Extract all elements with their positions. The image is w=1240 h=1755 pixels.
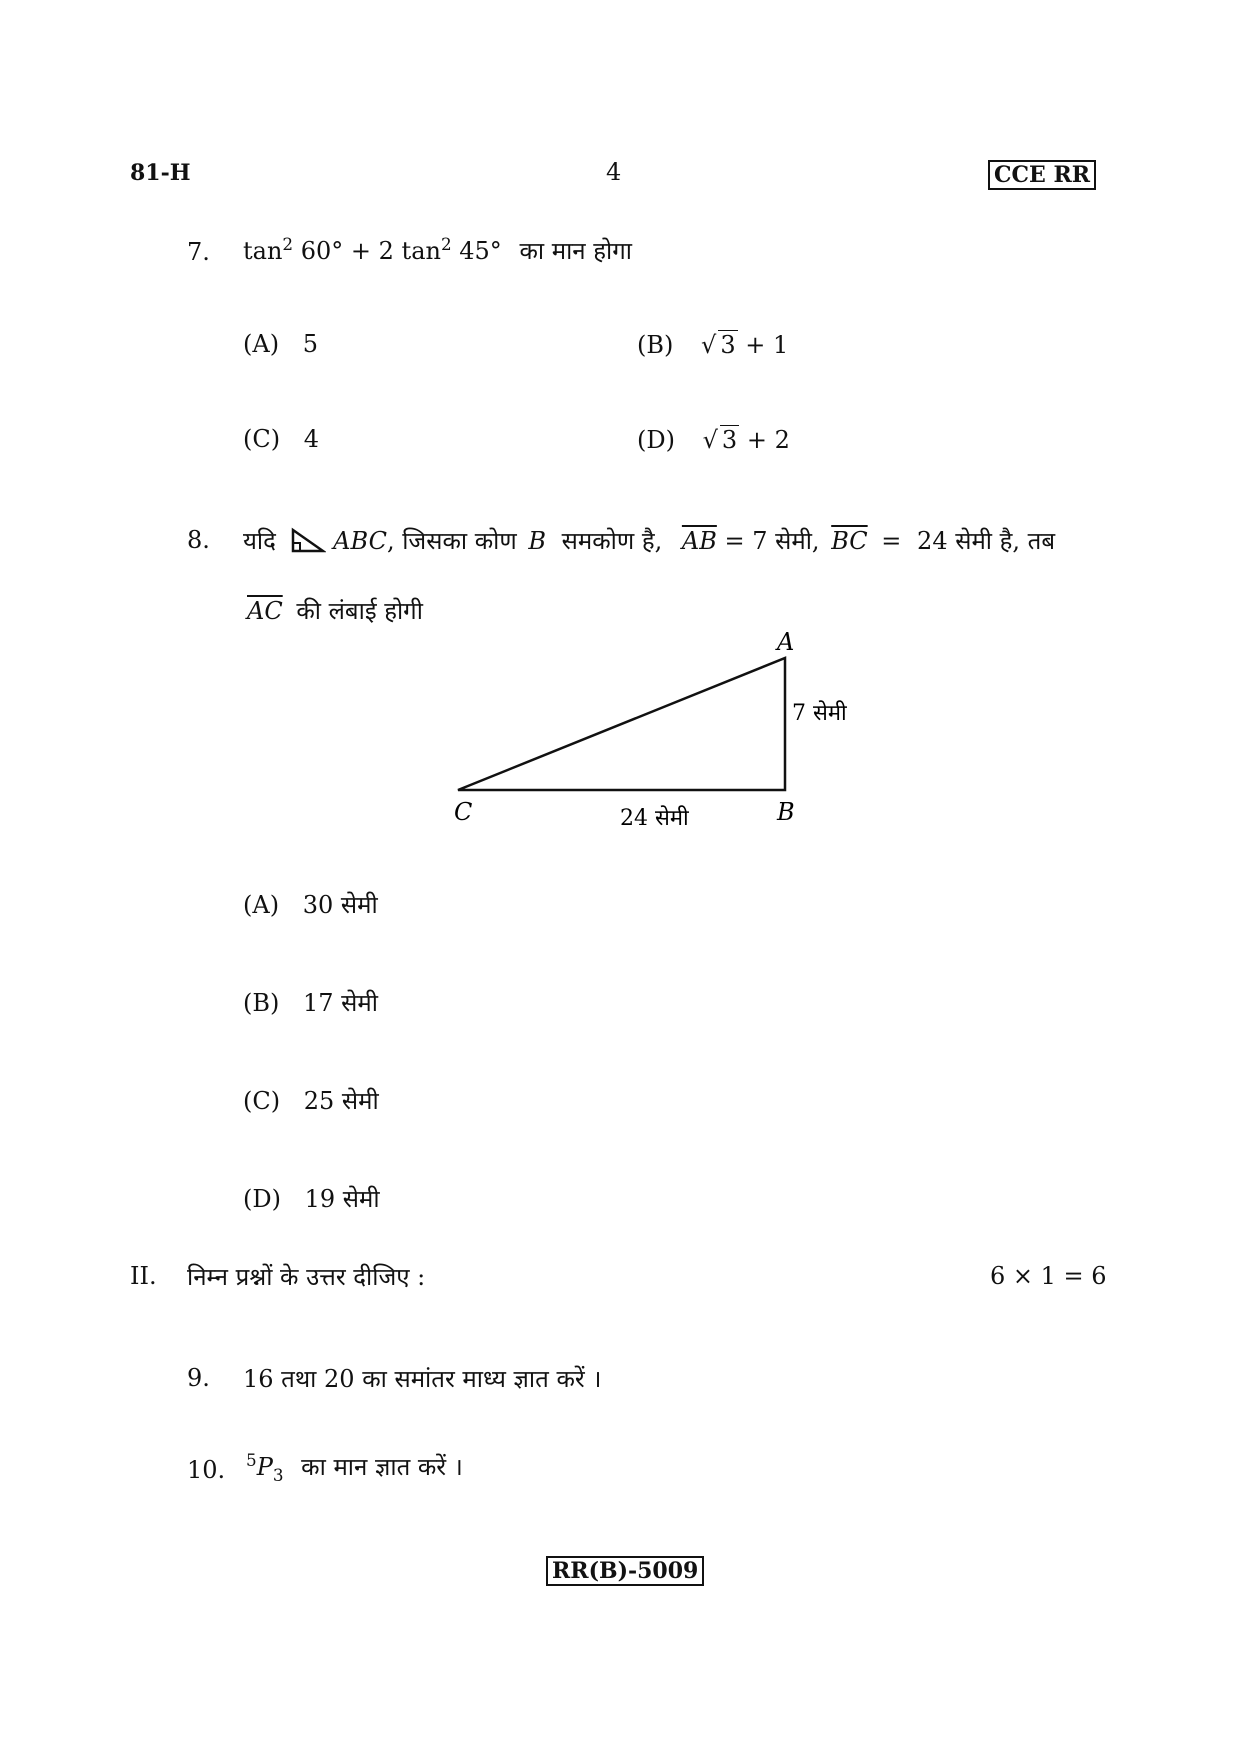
q8-segment-ac: $\overline{AC}$ xyxy=(247,597,283,625)
q8-eq-bc: = xyxy=(881,527,902,555)
q8-option-c xyxy=(243,1084,379,1117)
option-label: (D) xyxy=(637,426,675,454)
q10-stem xyxy=(246,1450,463,1485)
q8-triangle-name: ABC xyxy=(333,527,387,555)
vertex-c-label: C xyxy=(454,798,473,826)
option-value: 30 सेमी xyxy=(302,891,378,919)
q10-number: 10. xyxy=(187,1456,226,1484)
q9-number: 9. xyxy=(187,1364,210,1392)
q8-angle: B xyxy=(528,527,547,555)
q7-expr-tan: tan xyxy=(243,237,283,265)
q8-bc-value: 24 सेमी है, तब xyxy=(917,527,1056,555)
q7-number: 7. xyxy=(187,238,210,266)
q10-sub: 3 xyxy=(272,1464,284,1485)
series-code: CCE RR xyxy=(988,160,1096,190)
q7-option-d: (D) √ 3 + 2 xyxy=(637,426,790,454)
q10-text: का मान ज्ञात करें । xyxy=(301,1453,463,1481)
option-value: 5 xyxy=(302,330,318,358)
q8-part2: , जिसका कोण xyxy=(386,527,517,555)
option-value: 17 सेमी xyxy=(303,989,378,1017)
q8-option-a xyxy=(243,888,378,921)
q8-segment-ab: $\overline{AB}$ xyxy=(681,527,717,555)
option-radicand: 3 xyxy=(721,426,738,454)
option-value: 4 xyxy=(303,425,320,453)
option-value: 19 सेमी xyxy=(304,1185,380,1213)
triangle-shape xyxy=(458,658,785,790)
q8-option-b xyxy=(243,986,378,1019)
q10-symbol: P xyxy=(256,1453,273,1481)
option-label: (C) xyxy=(243,425,281,453)
side-ab-label: 7 सेमी xyxy=(792,701,847,726)
q8-segment-bc: $\overline{BC}$ xyxy=(831,527,868,555)
option-value: 25 सेमी xyxy=(303,1087,379,1115)
footer-code: RR(B)-5009 xyxy=(546,1556,704,1586)
option-radicand: 3 xyxy=(720,331,736,359)
option-label: (B) xyxy=(637,331,674,359)
option-label: (A) xyxy=(243,330,280,358)
q7-option-b: (B) √ 3 + 1 xyxy=(637,331,789,359)
q8-eq-ab: = 7 सेमी, xyxy=(724,527,820,555)
q8-part3: समकोण है, xyxy=(561,527,663,555)
q7-stem xyxy=(243,234,632,267)
q8-line2-text: की लंबाई होगी xyxy=(296,597,423,625)
option-label: (B) xyxy=(243,989,280,1017)
vertex-a-label: A xyxy=(777,628,795,656)
right-triangle-icon xyxy=(290,527,326,553)
q9-text: 16 तथा 20 का समांतर माध्य ज्ञात करें । xyxy=(243,1365,602,1393)
q7-expr-sq2: 2 xyxy=(440,234,452,254)
side-bc-label: 24 सेमी xyxy=(620,806,689,831)
paper-code: 81-H xyxy=(130,160,191,186)
q8-stem-line1 xyxy=(243,524,1055,557)
option-label: (C) xyxy=(243,1087,281,1115)
section-marks: 6 × 1 = 6 xyxy=(990,1262,1107,1290)
triangle-figure xyxy=(440,620,860,845)
option-suffix: + 2 xyxy=(746,426,790,454)
q8-option-d xyxy=(243,1182,380,1215)
q7-expr-end: 45° xyxy=(451,237,502,265)
q7-option-a xyxy=(243,330,318,358)
q8-part1: यदि xyxy=(243,527,276,555)
section-number: II. xyxy=(130,1262,157,1290)
q8-stem-line2 xyxy=(247,594,423,627)
q7-expr-mid: 60° + 2 tan xyxy=(293,237,441,265)
page-number: 4 xyxy=(606,158,622,186)
q7-text: का मान होगा xyxy=(519,237,632,265)
option-suffix: + 1 xyxy=(745,331,789,359)
option-label: (D) xyxy=(243,1185,281,1213)
q7-expr-sq1: 2 xyxy=(282,234,294,254)
vertex-b-label: B xyxy=(777,798,795,826)
option-label: (A) xyxy=(243,891,280,919)
section-instruction: निम्न प्रश्नों के उत्तर दीजिए : xyxy=(187,1263,426,1291)
q8-number: 8. xyxy=(187,526,210,554)
q10-sup: 5 xyxy=(246,1450,257,1470)
q7-option-c xyxy=(243,425,319,453)
